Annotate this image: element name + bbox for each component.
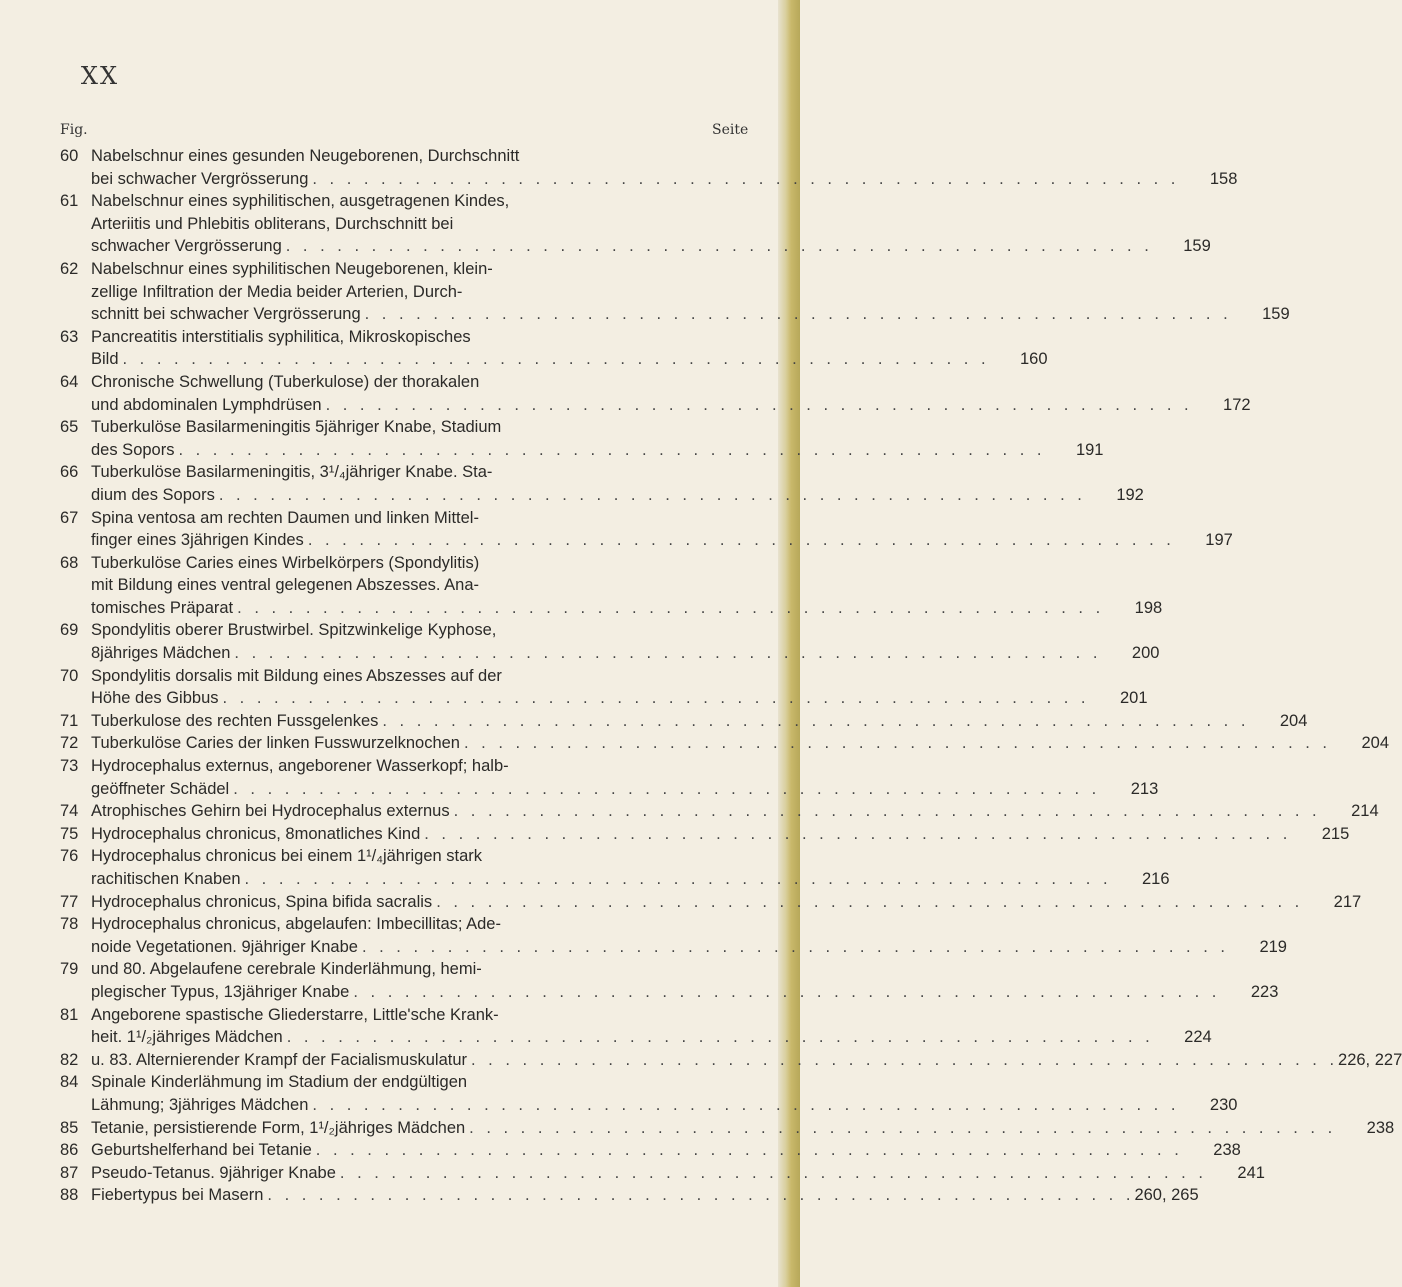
caption-last-line	[91, 1184, 1199, 1207]
dot-leader	[283, 1026, 1154, 1049]
dot-leader	[358, 936, 1229, 959]
caption-line: Nabelschnur eines syphilitischen, ausgetragenen Kindes,	[91, 192, 510, 211]
caption-last-line	[91, 1026, 1212, 1049]
caption-line: mit Bildung eines ventral gelegenen Abszesses. Ana-	[91, 576, 479, 595]
figure-caption	[91, 461, 1144, 506]
page-number: XX	[80, 62, 120, 90]
caption-line: bei schwacher Vergrösserung	[91, 169, 309, 188]
dot-leader	[420, 823, 1291, 846]
figure-caption	[91, 755, 1158, 800]
figure-caption	[91, 371, 1251, 416]
caption-last-line	[91, 235, 1211, 258]
caption-last-line	[91, 936, 1287, 959]
caption-line: Spina ventosa am rechten Daumen und linken Mittel-	[91, 508, 479, 527]
page-reference: 226, 227	[1338, 1050, 1402, 1069]
figure-number: 82	[60, 1050, 79, 1069]
dot-leader	[349, 981, 1220, 1004]
figure-entry	[60, 1139, 1241, 1162]
figure-number: 67	[60, 508, 79, 527]
figure-caption	[91, 190, 1211, 258]
page-reference: 204	[1279, 711, 1308, 730]
caption-line: Hydrocephalus chronicus, abgelaufen: Imbecillitas; Ade-	[91, 915, 501, 934]
figure-entry	[60, 755, 1159, 800]
page-reference: 201	[1119, 689, 1148, 708]
caption-line: Hydrocephalus chronicus, 8monatliches Kind	[91, 824, 421, 843]
figure-caption	[91, 145, 1237, 190]
figure-number: 76	[60, 847, 79, 866]
figure-entry	[60, 552, 1163, 620]
figure-number: 62	[60, 259, 79, 278]
caption-line: Hydrocephalus externus, angeborener Wasserkopf; halb-	[91, 757, 509, 776]
figure-caption	[91, 619, 1159, 664]
page-reference: 158	[1209, 169, 1238, 188]
caption-line: Fiebertypus bei Masern	[91, 1186, 264, 1205]
page-reference: 172	[1223, 395, 1251, 414]
caption-line: Geburtshelferhand bei Tetanie	[91, 1141, 312, 1160]
figure-entry	[60, 913, 1287, 958]
dot-leader	[229, 778, 1100, 801]
caption-line: Höhe des Gibbus	[91, 689, 219, 708]
figure-number: 85	[60, 1118, 79, 1137]
caption-line: Lähmung; 3jähriges Mädchen	[91, 1095, 309, 1114]
dot-leader	[361, 303, 1232, 326]
figure-caption	[91, 732, 1389, 755]
figure-caption	[91, 1004, 1212, 1049]
caption-line: finger eines 3jährigen Kindes	[91, 531, 304, 550]
figure-number: 77	[60, 892, 79, 911]
dot-leader	[230, 642, 1101, 665]
caption-line: des Sopors	[91, 440, 175, 459]
figure-number: 64	[60, 372, 79, 391]
figure-entry	[60, 1162, 1265, 1185]
figure-entry	[60, 258, 1290, 326]
page-reference: 224	[1184, 1028, 1212, 1047]
caption-line: Tuberkulöse Caries eines Wirbelkörpers (Spondylitis)	[91, 553, 480, 572]
caption-last-line	[91, 1139, 1241, 1162]
caption-line: Chronische Schwellung (Tuberkulose) der thorakalen	[91, 372, 480, 391]
page-reference: 214	[1351, 802, 1379, 821]
page-reference: 191	[1075, 440, 1104, 459]
figure-caption	[91, 326, 1048, 371]
dot-leader	[312, 1139, 1183, 1162]
figure-entry	[60, 665, 1148, 710]
page-reference: 238	[1366, 1118, 1395, 1137]
caption-line: Tuberkulöse Basilarmeningitis, 3¹/₄jähriger Knabe. Sta-	[91, 463, 493, 482]
figure-caption	[91, 665, 1148, 710]
caption-line: Hydrocephalus chronicus bei einem 1¹/₄jährigen stark	[91, 847, 483, 866]
page-reference: 217	[1333, 892, 1362, 911]
dot-leader	[215, 484, 1086, 507]
dot-leader	[432, 891, 1303, 914]
dot-leader	[336, 1162, 1207, 1185]
dot-leader	[282, 235, 1153, 258]
figure-number: 81	[60, 1005, 79, 1024]
figure-entry	[60, 190, 1211, 258]
caption-line: schwacher Vergrösserung	[91, 237, 282, 256]
caption-line: Arteriitis und Phlebitis obliterans, Durchschnitt bei	[91, 214, 454, 233]
figure-number: 74	[60, 802, 79, 821]
page-reference: 198	[1134, 598, 1163, 617]
caption-line: schnitt bei schwacher Vergrösserung	[91, 305, 361, 324]
caption-line: tomisches Präparat	[91, 598, 234, 617]
figure-number: 88	[60, 1186, 79, 1205]
caption-last-line	[91, 1049, 1402, 1072]
caption-line: 8jähriges Mädchen	[91, 644, 231, 663]
dot-leader	[241, 868, 1112, 891]
figure-caption	[91, 1139, 1241, 1162]
caption-last-line	[91, 687, 1148, 710]
dot-leader	[119, 348, 990, 371]
dot-leader	[322, 394, 1193, 417]
page-reference: 213	[1130, 779, 1159, 798]
dot-leader	[219, 687, 1090, 710]
caption-last-line	[91, 303, 1290, 326]
page-reference: 216	[1142, 870, 1170, 888]
caption-line: Spondylitis oberer Brustwirbel. Spitzwinkelige Kyphose,	[91, 621, 497, 640]
page-reference: 238	[1213, 1141, 1241, 1160]
caption-last-line	[91, 439, 1103, 462]
dot-leader	[174, 439, 1045, 462]
figure-number: 71	[60, 711, 79, 730]
figure-number: 87	[60, 1163, 79, 1182]
column-header-fig: Fig.	[60, 122, 88, 138]
figure-entry	[60, 461, 1144, 506]
caption-line: und abdominalen Lymphdrüsen	[91, 395, 322, 414]
caption-line: Pancreatitis interstitialis syphilitica, Mikroskopisches	[91, 327, 471, 346]
figure-number: 68	[60, 553, 79, 572]
figure-number: 70	[60, 666, 79, 685]
dot-leader	[263, 1184, 1134, 1207]
figure-caption	[91, 258, 1290, 326]
figure-entry	[60, 145, 1238, 190]
caption-line: noide Vegetationen. 9jähriger Knabe	[91, 937, 358, 956]
figure-entry	[60, 326, 1048, 371]
figure-entry	[60, 800, 1379, 823]
figure-caption	[91, 416, 1103, 461]
caption-line: Tuberkulöse Caries der linken Fusswurzelknochen	[91, 734, 460, 753]
figure-caption	[91, 1071, 1237, 1116]
caption-last-line	[91, 868, 1170, 891]
figure-number: 75	[60, 824, 79, 843]
figure-entry	[60, 958, 1279, 1003]
figure-caption	[91, 913, 1287, 958]
caption-line: Atrophisches Gehirn bei Hydrocephalus externus	[91, 802, 450, 821]
page-reference: 197	[1205, 531, 1233, 550]
caption-line: geöffneter Schädel	[91, 779, 230, 798]
caption-line: zellige Infiltration der Media beider Arterien, Durch-	[91, 282, 463, 301]
page-reference: 219	[1259, 937, 1287, 956]
caption-last-line	[91, 1117, 1394, 1140]
caption-last-line	[91, 1094, 1237, 1117]
caption-line: und 80. Abgelaufene cerebrale Kinderlähmung, hemi-	[91, 960, 482, 979]
dot-leader	[233, 597, 1104, 620]
figure-caption	[91, 891, 1361, 914]
caption-line: plegischer Typus, 13jähriger Knabe	[91, 982, 350, 1001]
caption-line: Tuberkulöse Basilarmeningitis 5jähriger Knabe, Stadium	[91, 418, 502, 437]
figure-list	[60, 145, 1402, 1207]
figure-entry	[60, 710, 1308, 733]
column-header-seite: Seite	[712, 122, 749, 138]
caption-line: Angeborene spastische Gliederstarre, Little'sche Krank-	[91, 1005, 499, 1024]
caption-line: Spinale Kinderlähmung im Stadium der endgültigen	[91, 1073, 468, 1092]
figure-entry	[60, 845, 1170, 890]
figure-caption	[91, 507, 1233, 552]
page-reference: 204	[1361, 734, 1389, 753]
caption-last-line	[91, 642, 1159, 665]
page-reference: 192	[1116, 485, 1144, 504]
figure-caption	[91, 1162, 1265, 1185]
figure-caption	[91, 1117, 1394, 1140]
caption-line: Hydrocephalus chronicus, Spina bifida sacralis	[91, 892, 433, 911]
figure-entry	[60, 1004, 1212, 1049]
figure-caption	[91, 845, 1170, 890]
caption-line: Nabelschnur eines gesunden Neugeborenen, Durchschnitt	[91, 147, 520, 165]
caption-last-line	[91, 1162, 1265, 1185]
caption-line: u. 83. Alternierender Krampf der Facialismuskulatur	[91, 1050, 468, 1069]
figure-entry	[60, 371, 1251, 416]
figure-entry	[60, 416, 1104, 461]
dot-leader	[308, 1094, 1179, 1117]
dot-leader	[467, 1049, 1338, 1072]
figure-entry	[60, 823, 1350, 846]
dot-leader	[450, 800, 1321, 823]
figure-entry	[60, 1071, 1238, 1116]
caption-last-line	[91, 484, 1144, 507]
caption-line: Tuberkulose des rechten Fussgelenkes	[91, 711, 379, 730]
figure-caption	[91, 1184, 1199, 1207]
figure-number: 69	[60, 621, 79, 640]
figure-number: 72	[60, 734, 79, 753]
figure-entry	[60, 1184, 1199, 1207]
dot-leader	[304, 529, 1175, 552]
figure-entry	[60, 1117, 1395, 1140]
page-reference: 260, 265	[1134, 1186, 1199, 1205]
caption-last-line	[91, 823, 1349, 846]
figure-number: 61	[60, 192, 79, 211]
caption-last-line	[91, 778, 1158, 801]
figure-number: 65	[60, 418, 79, 437]
page-reference: 223	[1250, 982, 1279, 1001]
figure-number: 84	[60, 1073, 79, 1092]
caption-line: rachitischen Knaben	[91, 870, 241, 888]
caption-line: Tetanie, persistierende Form, 1¹/₂jähriges Mädchen	[91, 1118, 466, 1137]
caption-last-line	[91, 348, 1048, 371]
figure-number: 79	[60, 960, 79, 979]
caption-last-line	[91, 710, 1307, 733]
figure-caption	[91, 800, 1379, 823]
figure-entry	[60, 1049, 1402, 1072]
caption-line: Bild	[91, 350, 119, 369]
page-reference: 215	[1321, 824, 1350, 843]
figure-entry	[60, 891, 1362, 914]
caption-last-line	[91, 981, 1278, 1004]
figure-entry	[60, 732, 1389, 755]
page-reference: 160	[1020, 350, 1048, 369]
caption-last-line	[91, 168, 1237, 191]
figure-caption	[91, 1049, 1402, 1072]
caption-last-line	[91, 800, 1379, 823]
figure-caption	[91, 823, 1349, 846]
figure-caption	[91, 958, 1278, 1003]
dot-leader	[465, 1117, 1336, 1140]
caption-last-line	[91, 597, 1162, 620]
caption-line: heit. 1¹/₂jähriges Mädchen	[91, 1028, 283, 1047]
dot-leader	[308, 168, 1179, 191]
page-reference: 241	[1237, 1163, 1265, 1182]
caption-last-line	[91, 732, 1389, 755]
page-reference: 200	[1131, 644, 1160, 663]
figure-number: 73	[60, 757, 79, 776]
figure-number: 78	[60, 915, 79, 934]
caption-line: dium des Sopors	[91, 485, 215, 504]
figure-caption	[91, 552, 1162, 620]
caption-line: Pseudo-Tetanus. 9jähriger Knabe	[91, 1163, 336, 1182]
figure-number: 60	[60, 147, 79, 165]
caption-last-line	[91, 891, 1361, 914]
caption-line: Spondylitis dorsalis mit Bildung eines Abszesses auf der	[91, 666, 502, 685]
figure-number: 63	[60, 327, 79, 346]
figure-entry	[60, 507, 1233, 552]
figure-number: 66	[60, 463, 79, 482]
dot-leader	[378, 710, 1249, 733]
page-reference: 159	[1262, 305, 1290, 324]
page-reference: 159	[1183, 237, 1211, 256]
figure-caption	[91, 710, 1307, 733]
dot-leader	[460, 732, 1331, 755]
caption-line: Nabelschnur eines syphilitischen Neugeborenen, klein-	[91, 259, 493, 278]
caption-last-line	[91, 529, 1233, 552]
page-reference: 230	[1209, 1095, 1238, 1114]
figure-number: 86	[60, 1141, 79, 1160]
figure-entry	[60, 619, 1160, 664]
caption-last-line	[91, 394, 1251, 417]
